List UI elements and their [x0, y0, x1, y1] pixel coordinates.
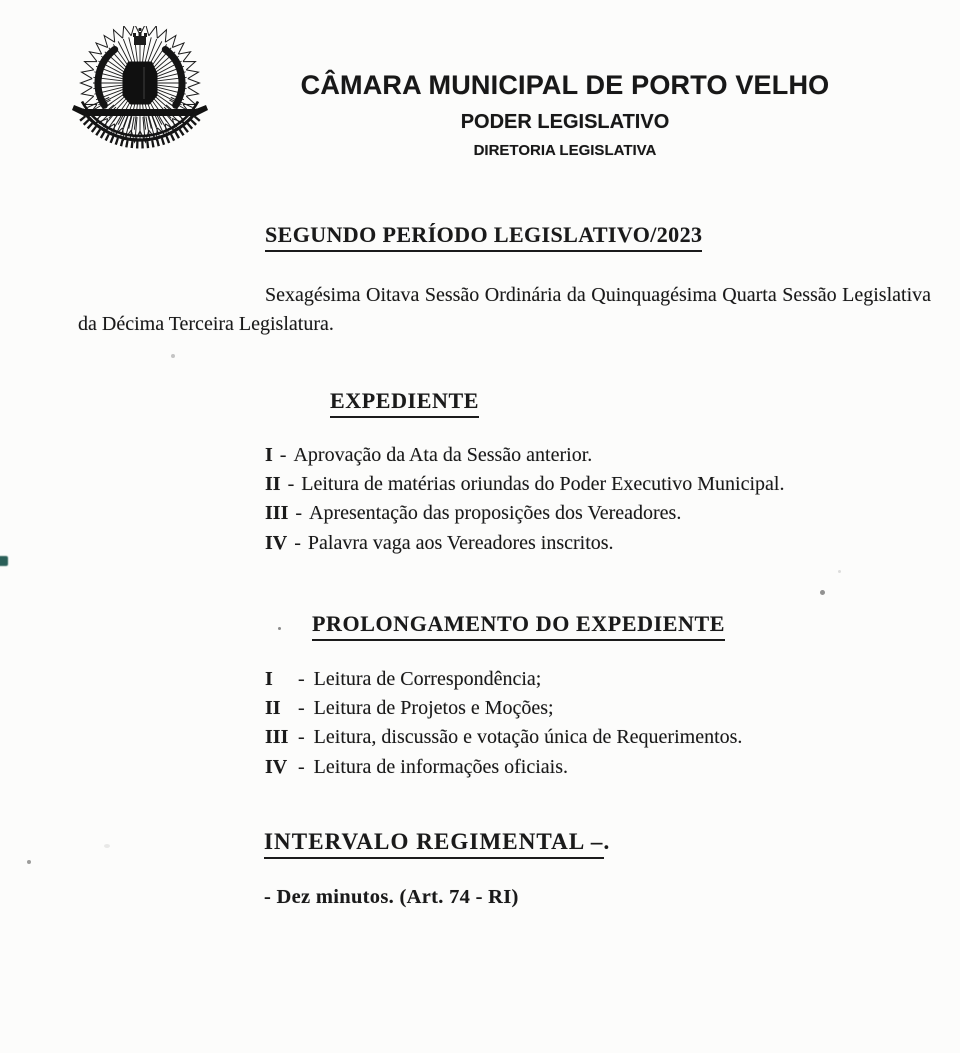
item-text: Palavra vaga aos Vereadores inscritos.: [307, 531, 614, 554]
list-item: [265, 441, 784, 470]
item-separator: -: [298, 755, 305, 778]
item-numeral: I: [265, 668, 273, 690]
item-numeral: I: [265, 444, 273, 466]
item-separator: -: [294, 531, 301, 554]
interval-heading-period: .: [603, 829, 611, 854]
interval-note: - Dez minutos. (Art. 74 - RI): [264, 886, 519, 908]
list-item: [265, 723, 742, 752]
item-separator: -: [298, 668, 305, 690]
prolongamento-list: [265, 665, 742, 782]
list-item: [265, 753, 742, 782]
item-separator: -: [298, 726, 305, 749]
document-title: [265, 222, 702, 252]
item-text: Leitura de Correspondência;: [313, 668, 542, 690]
scan-speckle: [838, 570, 841, 573]
org-branch: PODER LEGISLATIVO: [460, 111, 670, 133]
ink-mark: [0, 556, 8, 566]
scan-speckle: [104, 844, 110, 848]
item-numeral: III: [265, 726, 289, 749]
item-separator: -: [295, 502, 303, 525]
item-text: Aprovação da Ata da Sessão anterior.: [293, 444, 593, 466]
section-heading-prolongamento: PROLONGAMENTO DO EXPEDIENTE: [312, 611, 725, 641]
scan-speckle: [27, 860, 31, 864]
list-item: [265, 694, 742, 723]
list-item: [265, 470, 784, 499]
intro-paragraph: Sexagésima Oitava Sessão Ordinária da Quinquagésima Quarta Sessão Legislativa da Décima Terceira Legislatura.: [78, 284, 931, 335]
interval-heading: INTERVALO REGIMENTAL –.: [264, 829, 610, 859]
list-item: [265, 529, 784, 558]
item-numeral: IV: [265, 531, 288, 554]
org-name: CÂMARA MUNICIPAL DE PORTO VELHO: [300, 70, 830, 100]
item-separator: -: [279, 444, 287, 466]
expediente-list: [265, 441, 784, 558]
item-numeral: II: [265, 697, 281, 720]
item-text: Leitura de matérias oriundas do Poder Executivo Municipal.: [301, 473, 785, 496]
list-item: [265, 499, 784, 528]
item-numeral: IV: [265, 755, 288, 778]
item-numeral: II: [265, 473, 281, 496]
scan-speckle: [820, 590, 825, 595]
item-separator: -: [287, 473, 295, 496]
document-title-text: SEGUNDO PERÍODO LEGISLATIVO/2023: [265, 222, 702, 252]
item-text: Leitura, discussão e votação única de Requerimentos.: [313, 726, 743, 749]
scan-speckle: [278, 627, 281, 630]
scan-speckle: [171, 354, 175, 358]
item-numeral: III: [265, 502, 289, 525]
item-text: Leitura de informações oficiais.: [313, 755, 569, 778]
org-department: DIRETORIA LEGISLATIVA: [473, 142, 657, 159]
section-heading-expediente: EXPEDIENTE: [330, 388, 479, 418]
item-separator: -: [298, 697, 305, 720]
list-item: [265, 665, 742, 694]
item-text: Apresentação das proposições dos Vereadores.: [309, 502, 682, 525]
item-text: Leitura de Projetos e Moções;: [313, 697, 554, 720]
